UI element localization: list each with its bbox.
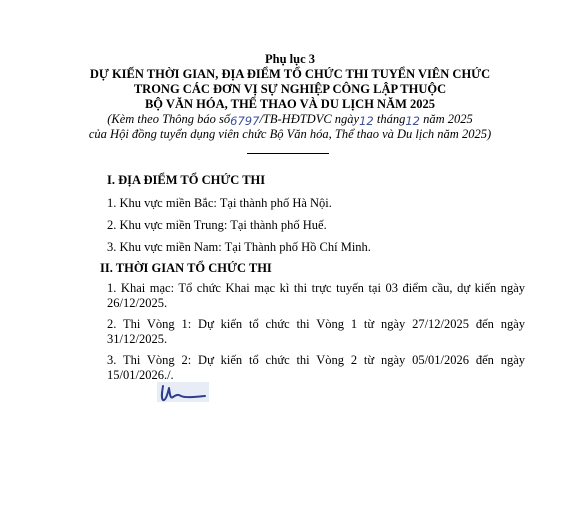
header-underline [247,153,329,154]
section-1-heading: I. ĐỊA ĐIỂM TỔ CHỨC THI [107,173,266,187]
signature-mark [157,380,209,404]
time-item-round-1: 2. Thi Vòng 1: Dự kiến tổ chức thi Vòng 1 từ ngày 27/12/2025 đến ngày 31/12/2025. [107,317,525,346]
ref-number: 6797 [230,114,260,128]
ref-month: 12 [405,114,420,128]
location-item-south: 3. Khu vực miền Nam: Tại Thành phố Hồ Chí Minh. [107,240,371,254]
section-2-heading: II. THỜI GIAN TỔ CHỨC THI [100,261,272,275]
title-line-2: TRONG CÁC ĐƠN VỊ SỰ NGHIỆP CÔNG LẬP THUỘC [133,82,447,96]
document-header [60,52,520,142]
time-item-round-2: 3. Thi Vòng 2: Dự kiến tổ chức thi Vòng 2 từ ngày 05/01/2026 đến ngày 15/01/2026./. [107,353,525,382]
ref-prefix: (Kèm theo Thông báo số [107,112,231,126]
ref-month-label: tháng [376,112,406,126]
reference-line-2: của Hội đồng tuyển dụng viên chức Bộ Văn hóa, Thể thao và Du lịch năm 2025) [88,127,492,141]
ref-middle: /TB-HĐTDVC ngày [259,112,360,126]
reference-line-1 [60,112,520,127]
location-item-north: 1. Khu vực miền Bắc: Tại thành phố Hà Nội. [107,196,332,210]
location-item-central: 2. Khu vực miền Trung: Tại thành phố Huế. [107,218,327,232]
ref-year: năm 2025 [423,112,473,126]
appendix-label: Phụ lục 3 [264,52,315,66]
document-body [100,173,525,383]
time-item-opening: 1. Khai mạc: Tổ chức Khai mạc kì thi trực tuyến tại 03 điểm cầu, dự kiến ngày 26/12/2025. [107,281,525,310]
title-line-1: DỰ KIẾN THỜI GIAN, ĐỊA ĐIỂM TỔ CHỨC THI TUYỂN VIÊN CHỨC [89,67,491,81]
title-line-3: BỘ VĂN HÓA, THỂ THAO VÀ DU LỊCH NĂM 2025 [144,97,436,111]
ref-day: 12 [359,114,374,128]
